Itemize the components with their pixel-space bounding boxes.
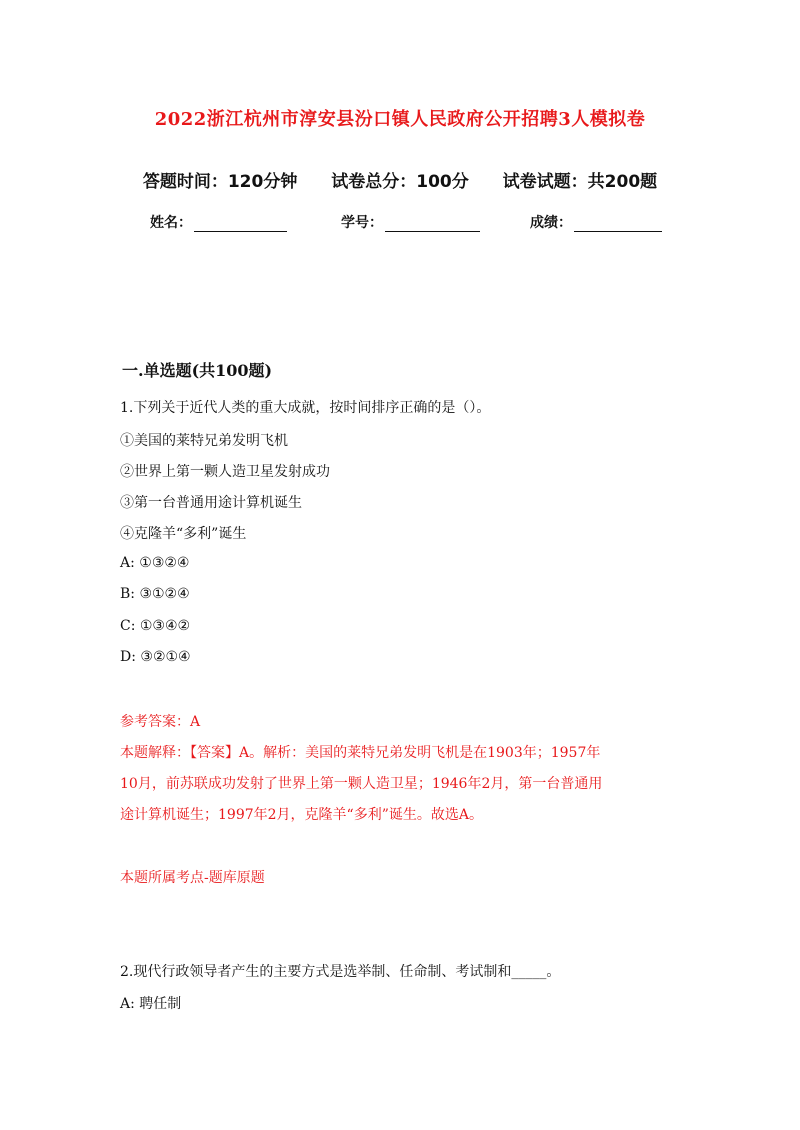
question-1-explanation-line: 10月，前苏联成功发射了世界上第一颗人造卫星；1946年2月，第一台普通用 <box>120 776 603 792</box>
question-2-stem: 2.现代行政领导者产生的主要方式是选举制、任命制、考试制和_____。 <box>120 964 561 980</box>
exam-time: 答题时间：120分钟 <box>142 172 298 192</box>
grade-field <box>530 212 662 232</box>
question-1-point: 本题所属考点-题库原题 <box>120 870 265 886</box>
id-field <box>341 212 480 232</box>
question-1-item: ②世界上第一颗人造卫星发射成功 <box>120 464 330 480</box>
section-heading: 一.单选题(共100题) <box>122 361 273 380</box>
exam-total-score: 试卷总分：100分 <box>331 172 469 192</box>
grade-blank-line <box>574 217 662 232</box>
name-label: 姓名： <box>150 215 192 231</box>
question-1-item: ③第一台普通用途计算机诞生 <box>120 495 302 511</box>
question-1-item: ④克隆羊“多利”诞生 <box>120 526 247 542</box>
id-label: 学号： <box>341 215 383 231</box>
document-title: 2022浙江杭州市淳安县汾口镇人民政府公开招聘3人模拟卷 <box>154 109 646 130</box>
exam-meta <box>0 167 800 192</box>
question-1-option-d: D: ③②①④ <box>120 649 191 665</box>
question-1-stem: 1.下列关于近代人类的重大成就，按时间排序正确的是（）。 <box>120 400 491 416</box>
question-1-option-b: B: ③①②④ <box>120 586 190 602</box>
question-1-answer: 参考答案：A <box>120 714 201 730</box>
question-2-option-a: A: 聘任制 <box>120 996 182 1012</box>
exam-question-count: 试卷试题：共200题 <box>502 172 658 192</box>
question-1-item: ①美国的莱特兄弟发明飞机 <box>120 433 288 449</box>
id-blank-line <box>385 217 480 232</box>
question-1-explanation-line: 途计算机诞生；1997年2月，克隆羊“多利”诞生。故选A。 <box>120 807 483 823</box>
grade-label: 成绩： <box>530 215 572 231</box>
question-1-option-c: C: ①③④② <box>120 618 191 634</box>
question-1-explanation-line: 本题解释：【答案】A。解析：美国的莱特兄弟发明飞机是在1903年；1957年 <box>120 745 601 761</box>
name-blank-line <box>194 217 287 232</box>
name-field <box>150 212 287 232</box>
question-1-option-a: A: ①③②④ <box>120 555 190 571</box>
